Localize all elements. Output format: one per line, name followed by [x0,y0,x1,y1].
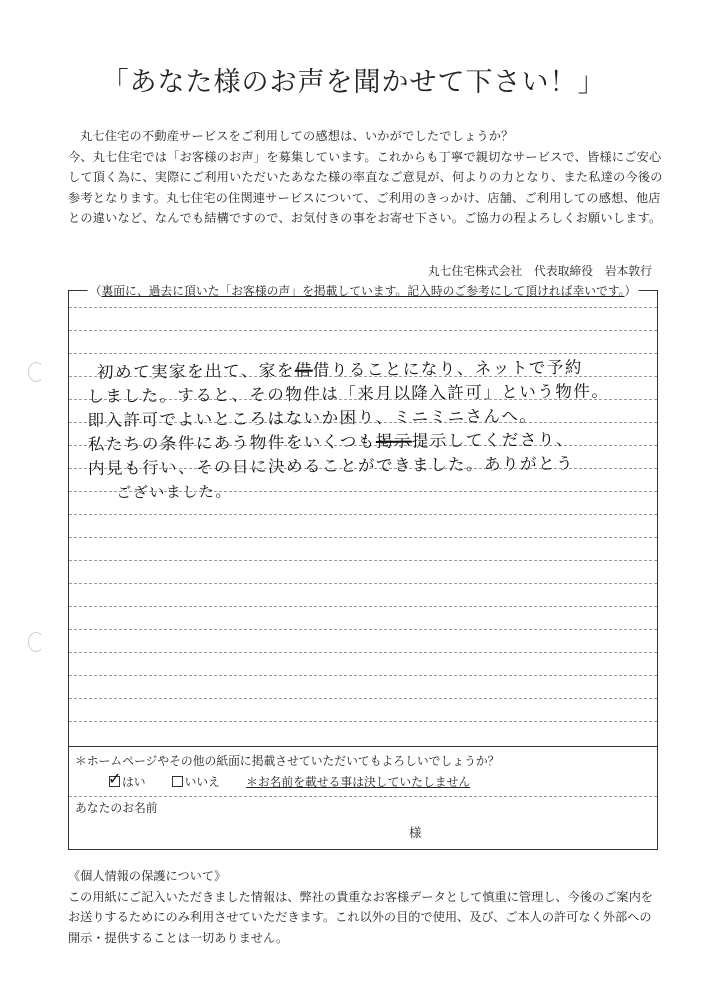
ruled-line [69,629,657,630]
privacy-heading: 《個人情報の保護について》 [68,869,227,883]
box-note-close: ） [624,284,637,298]
intro-line: 丸七住宅の不動産サービスをご利用しての感想は、いかがでしたでしょうか？ [80,129,514,143]
name-suffix: 様 [409,825,422,840]
struck-text: 借 [294,360,313,380]
ruled-line [69,652,657,653]
ruled-line [69,330,657,331]
handwritten-comment [87,355,648,505]
name-label: あなたのお名前 [75,801,158,815]
ruled-line [69,514,657,515]
privacy-line: この用紙にご記入いただきました情報は、弊社の貴重なお客様データとして慎重に管理し、今後のご案内を [68,889,653,904]
ruled-line [69,307,657,308]
comment-area[interactable] [69,291,657,746]
struck-text: 掲示 [375,431,412,451]
handwritten-text: 私たちの条件にあう物件をいくつも [87,431,376,454]
ruled-line [69,606,657,607]
intro-line: 参考となります。丸七住宅の住関連サービスについて、ご利用のきっかけ、店舗、ご利用しての感想、他店 [68,190,661,205]
ruled-line [69,583,657,584]
page-title: 「あなた様のお声を聞かせて下さい！」 [101,67,606,98]
consent-options [109,773,470,790]
privacy-section [68,866,668,948]
yes-label: はい [122,775,146,789]
consent-no-option[interactable] [172,773,220,790]
punch-hole-mark-bottom [28,632,44,652]
ruled-line [69,698,657,699]
box-note-open: （ [89,284,102,298]
handwritten-line: 即入許可でよいところはないか困り、ミニミニさんへ。 [87,406,538,430]
company-signature: 丸七住宅株式会社 代表取締役 岩本敦行 [427,264,652,278]
no-label: いいえ [184,775,221,789]
comment-form-box [68,284,658,850]
consent-yes-option[interactable] [109,773,146,790]
box-note-text: 裏面に、過去に頂いた「お客様の声」を掲載しています。記入時のご参考にして頂ければ幸いです。 [101,284,625,298]
ruled-line [69,560,657,561]
privacy-line: お送りするためにのみ利用させていただきます。これ以外の目的で使用、及び、ご本人の許可なく外部への [68,910,652,925]
ruled-line [69,537,657,538]
yes-checkbox[interactable] [109,776,120,787]
intro-line: との違いなど、なんでも結構ですので、お気付きの事をお寄せ下さい。ご協力の程よろしくお願いします。 [68,211,662,226]
handwritten-line: 内見も行い、その日に決めることができました。ありがとう [88,453,575,478]
handwritten-line: しました。すると、その物件は「来月以降入許可」という物件。 [87,381,610,406]
ruled-line [69,721,657,722]
privacy-line: 開示・提供することは一切ありません。 [68,930,289,945]
handwritten-text: 提示してくださり、 [411,429,574,451]
intro-text [68,126,663,229]
no-checkbox[interactable] [172,776,183,787]
name-privacy-note: ＊お名前を載せる事は決していたしません [246,775,471,789]
handwritten-line: ございました。 [116,482,232,502]
name-input-area[interactable] [75,817,387,845]
name-section [69,796,657,851]
handwritten-text: 借りることになり、ネットで予約 [312,357,583,380]
intro-line: 今、丸七住宅では「お客様のお声」を募集しています。これからも丁寧で親切なサービスで、皆様にご安心 [68,149,662,164]
consent-question: ＊ホームページやその他の紙面に掲載させていただいてもよろしいでしょうか？ [75,754,500,768]
ruled-line [69,353,657,354]
consent-section [69,746,657,796]
intro-line: して頂く為に、実際にご利用いただいたあなた様の率直なご意見が、何よりの力となり、また私達の今後の [68,170,663,185]
ruled-line [69,675,657,676]
handwritten-text: 初めて実家を出て、家を [97,360,295,382]
punch-hole-mark-top [28,362,44,382]
